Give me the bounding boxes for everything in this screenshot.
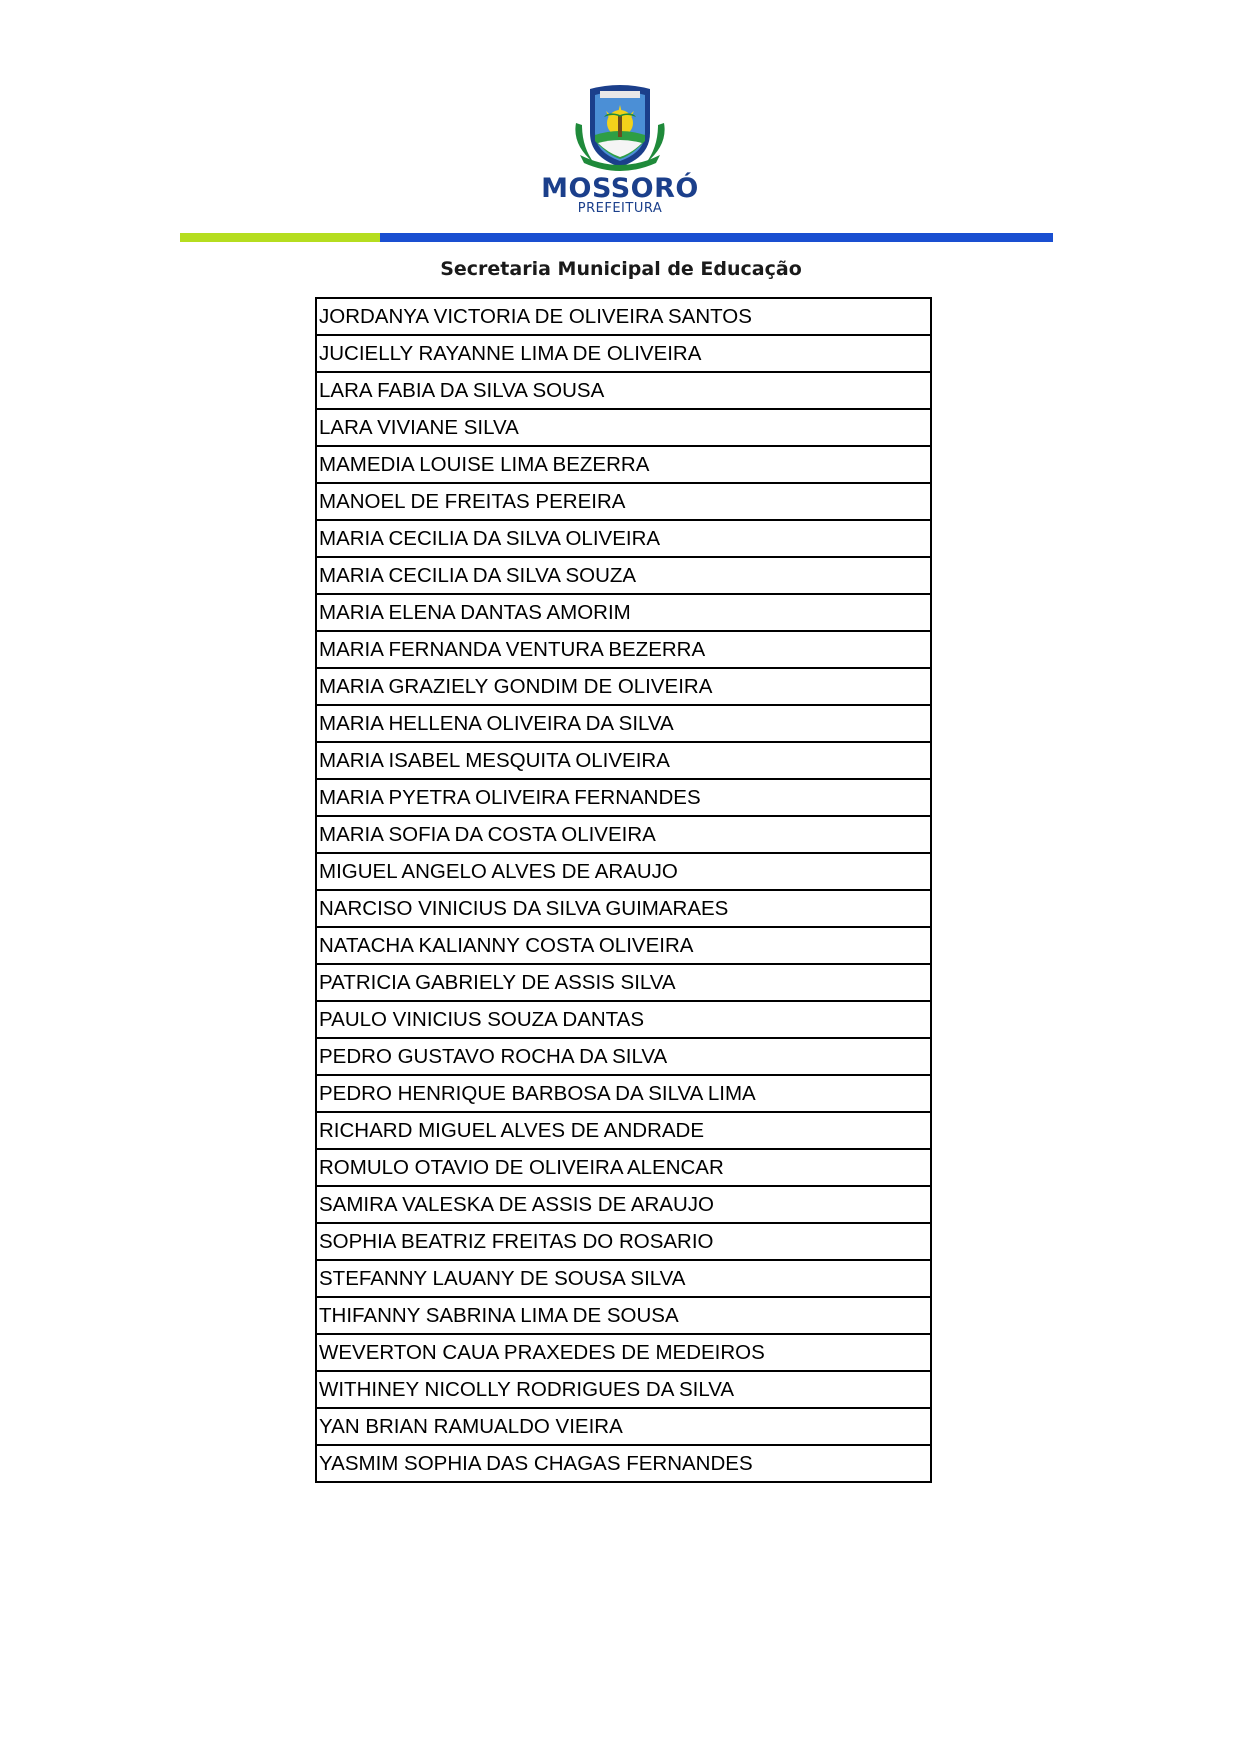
table-row — [316, 742, 931, 779]
student-name-cell: PAULO VINICIUS SOUZA DANTAS — [316, 1001, 931, 1038]
table-row — [316, 446, 931, 483]
table-row — [316, 1075, 931, 1112]
student-name-cell: SAMIRA VALESKA DE ASSIS DE ARAUJO — [316, 1186, 931, 1223]
table-row — [316, 1112, 931, 1149]
student-name-cell: MARIA GRAZIELY GONDIM DE OLIVEIRA — [316, 668, 931, 705]
student-name-cell: THIFANNY SABRINA LIMA DE SOUSA — [316, 1297, 931, 1334]
student-name-cell: JORDANYA VICTORIA DE OLIVEIRA SANTOS — [316, 298, 931, 335]
brand-subtitle: PREFEITURA — [577, 201, 663, 216]
table-row — [316, 1260, 931, 1297]
header-stripe-green — [180, 233, 380, 242]
student-name-cell: JUCIELLY RAYANNE LIMA DE OLIVEIRA — [316, 335, 931, 372]
table-row — [316, 594, 931, 631]
table-row — [316, 890, 931, 927]
table-row — [316, 853, 931, 890]
student-name-cell: MARIA ELENA DANTAS AMORIM — [316, 594, 931, 631]
student-name-cell: RICHARD MIGUEL ALVES DE ANDRADE — [316, 1112, 931, 1149]
table-row — [316, 557, 931, 594]
table-row — [316, 298, 931, 335]
table-row — [316, 964, 931, 1001]
student-name-cell: PATRICIA GABRIELY DE ASSIS SILVA — [316, 964, 931, 1001]
table-row — [316, 1038, 931, 1075]
student-name-cell: MANOEL DE FREITAS PEREIRA — [316, 483, 931, 520]
student-name-cell: ROMULO OTAVIO DE OLIVEIRA ALENCAR — [316, 1149, 931, 1186]
table-row — [316, 816, 931, 853]
student-name-cell: PEDRO HENRIQUE BARBOSA DA SILVA LIMA — [316, 1075, 931, 1112]
student-name-cell: YAN BRIAN RAMUALDO VIEIRA — [316, 1408, 931, 1445]
table-row — [316, 1408, 931, 1445]
table-row — [316, 372, 931, 409]
student-name-cell: WITHINEY NICOLLY RODRIGUES DA SILVA — [316, 1371, 931, 1408]
student-name-cell: PEDRO GUSTAVO ROCHA DA SILVA — [316, 1038, 931, 1075]
table-row — [316, 705, 931, 742]
student-name-cell: LARA FABIA DA SILVA SOUSA — [316, 372, 931, 409]
table-row — [316, 1297, 931, 1334]
table-row — [316, 1334, 931, 1371]
student-name-cell: MARIA CECILIA DA SILVA SOUZA — [316, 557, 931, 594]
student-name-cell: MAMEDIA LOUISE LIMA BEZERRA — [316, 446, 931, 483]
table-row — [316, 1149, 931, 1186]
table-row — [316, 779, 931, 816]
table-row — [316, 1445, 931, 1482]
table-row — [316, 927, 931, 964]
student-name-cell: WEVERTON CAUA PRAXEDES DE MEDEIROS — [316, 1334, 931, 1371]
table-row — [316, 1223, 931, 1260]
student-name-cell: STEFANNY LAUANY DE SOUSA SILVA — [316, 1260, 931, 1297]
table-row — [316, 520, 931, 557]
student-name-cell: MARIA CECILIA DA SILVA OLIVEIRA — [316, 520, 931, 557]
student-name-cell: YASMIM SOPHIA DAS CHAGAS FERNANDES — [316, 1445, 931, 1482]
student-name-cell: NARCISO VINICIUS DA SILVA GUIMARAES — [316, 890, 931, 927]
student-name-cell: MARIA SOFIA DA COSTA OLIVEIRA — [316, 816, 931, 853]
table-row — [316, 1371, 931, 1408]
student-name-cell: MARIA FERNANDA VENTURA BEZERRA — [316, 631, 931, 668]
table-row — [316, 409, 931, 446]
table-row — [316, 335, 931, 372]
table-row — [316, 1001, 931, 1038]
student-name-cell: MARIA HELLENA OLIVEIRA DA SILVA — [316, 705, 931, 742]
table-row — [316, 631, 931, 668]
names-table — [315, 297, 932, 1483]
table-row — [316, 1186, 931, 1223]
student-name-cell: SOPHIA BEATRIZ FREITAS DO ROSARIO — [316, 1223, 931, 1260]
header-stripe-blue — [380, 233, 1053, 242]
table-row — [316, 668, 931, 705]
student-name-cell: MIGUEL ANGELO ALVES DE ARAUJO — [316, 853, 931, 890]
student-name-cell: NATACHA KALIANNY COSTA OLIVEIRA — [316, 927, 931, 964]
department-title: Secretaria Municipal de Educação — [440, 258, 802, 280]
student-name-cell: MARIA PYETRA OLIVEIRA FERNANDES — [316, 779, 931, 816]
brand-name: MOSSORÓ — [541, 173, 699, 204]
student-name-cell: MARIA ISABEL MESQUITA OLIVEIRA — [316, 742, 931, 779]
student-name-cell: LARA VIVIANE SILVA — [316, 409, 931, 446]
table-row — [316, 483, 931, 520]
